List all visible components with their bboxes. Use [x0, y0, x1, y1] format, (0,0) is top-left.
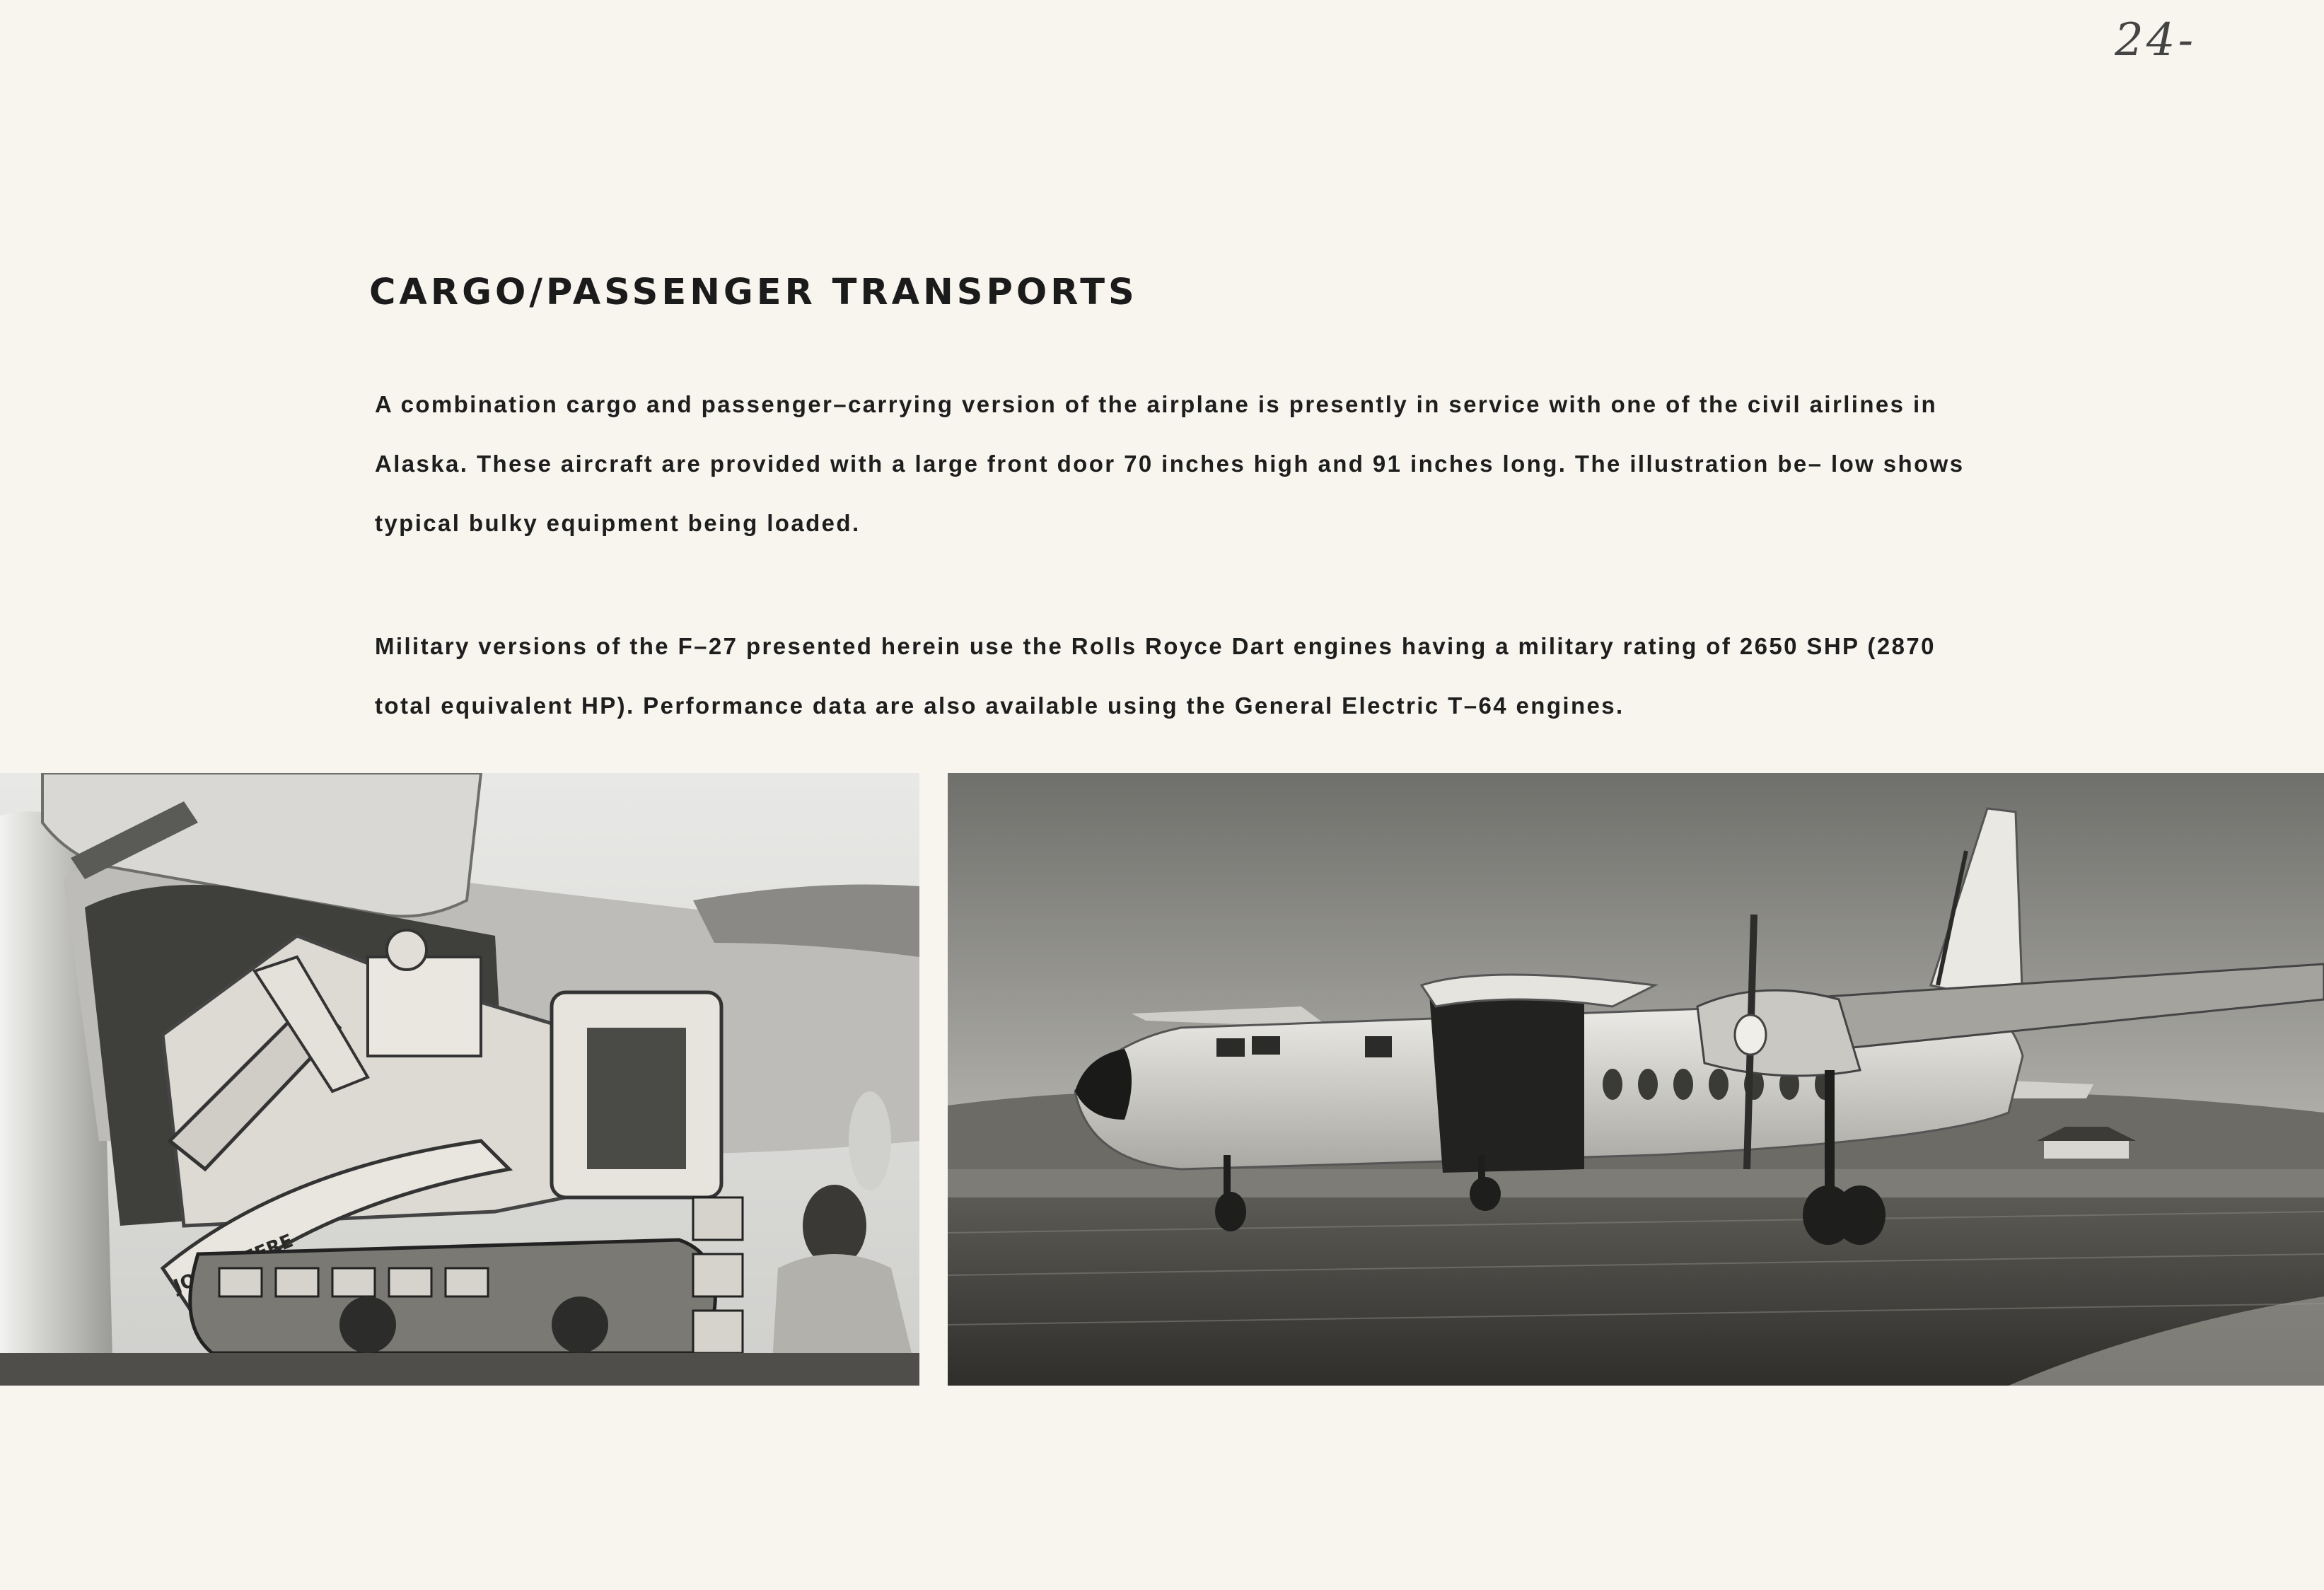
- aircraft-photo: [948, 773, 2324, 1386]
- military-paragraph: Military versions of the F–27 presented herein use the Rolls Royce Dart engines having a military rating of 2650 SHP (2870 total equivalent HP). Performance data are also available using the General Electric T–64 engines.: [375, 633, 1936, 719]
- intro-paragraph: A combination cargo and passenger–carrying version of the airplane is presently in service with one of the civil airlines in Alaska. These aircraft are provided with a large front door 70 inches high and 91 inches long. The illustration be– low shows typical bulky equipment being loaded.: [375, 391, 1965, 536]
- f27-aircraft-illustration: [948, 773, 2324, 1386]
- cargo-loading-photo: [0, 773, 919, 1386]
- cargo-loading-illustration: [0, 773, 919, 1386]
- page-number: 24-: [2115, 14, 2197, 66]
- page-title: CARGO/PASSENGER TRANSPORTS: [369, 272, 1138, 313]
